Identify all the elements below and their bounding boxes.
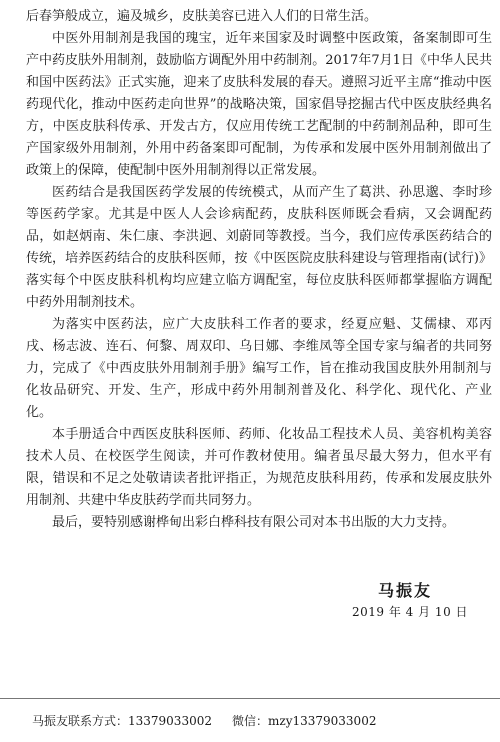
paragraph-medicine-integration: 医药结合是我国医药学发展的传统模式，从而产生了葛洪、孙思邈、李时珍等医药学家。尤其是中医人人会诊病配药，皮肤科医师既会看病，又会调配药品，如赵炳南、朱仁康、李洪迥、刘蔚同等教授。当今，我们应传承医药结合的传统，培养医药结合的皮肤科医师，按《中医医院皮肤科建设与管理指南(试行)》落实每个中医皮肤科机构均应建立临方调配室，每位皮肤科医师都掌握临方调配中药外用制剂技术。 — [26, 185, 492, 310]
preface-body — [26, 6, 492, 534]
paragraph-external-preparations: 中医外用制剂是我国的瑰宝，近年来国家及时调整中医政策，备案制即可生产中药皮肤外用制剂，鼓励临方调配外用中药制剂。2017年7月1日《中华人民共和国中医药法》正式实施，迎来了皮肤科发展的春天。遵照习近平主席“推动中医药现代化，推动中医药走向世界”的战略决策，国家倡导挖掘古代中医皮肤经典名方，中医皮肤科传承、开发古方，仅应用传统工艺配制的中药制剂品种，即可生产国家级外用制剂，外用中药备案即可配制，为传承和发展中医外用制剂做出了政策上的保障，使配制中医外用制剂得以正常发展。 — [26, 31, 492, 178]
paragraph-audience: 本手册适合中西医皮肤科医师、药师、化妆品工程技术人员、美容机构美容技术人员、在校医学生阅读，并可作教材使用。编者虽尽最大努力，但水平有限，错误和不足之处敬请读者批评指正，为规范皮肤科用药，传承和发展皮肤外用制剂、共建中华皮肤药学而共同努力。 — [26, 427, 492, 508]
paragraph-continuation: 后春笋般成立，遍及城乡，皮肤美容已进入人们的日常生活。 — [26, 9, 378, 24]
footer-contact-phone: 马振友联系方式：13379033002 — [32, 714, 212, 728]
footer-wechat: 微信：mzy13379033002 — [232, 714, 377, 728]
paragraph-acknowledgement: 最后，要特别感谢桦甸出彩白桦科技有限公司对本书出版的大力支持。 — [52, 515, 456, 530]
signature-date: 2019 年 4 月 10 日 — [352, 605, 469, 619]
paragraph-contributors: 为落实中医药法，应广大皮肤科工作者的要求，经夏应魁、艾儒棣、邓丙戌、杨志波、连石、何黎、周双印、乌日娜、李维凤等全国专家与编者的共同努力，完成了《中西皮肤外用制剂手册》编写工作，旨在推动我国皮肤外用制剂与化妆品研究、开发、生产，形成中药外用制剂普及化、科学化、现代化、产业化。 — [26, 317, 492, 420]
footer-divider — [0, 698, 500, 699]
author-signature: 马振友 — [378, 581, 433, 600]
